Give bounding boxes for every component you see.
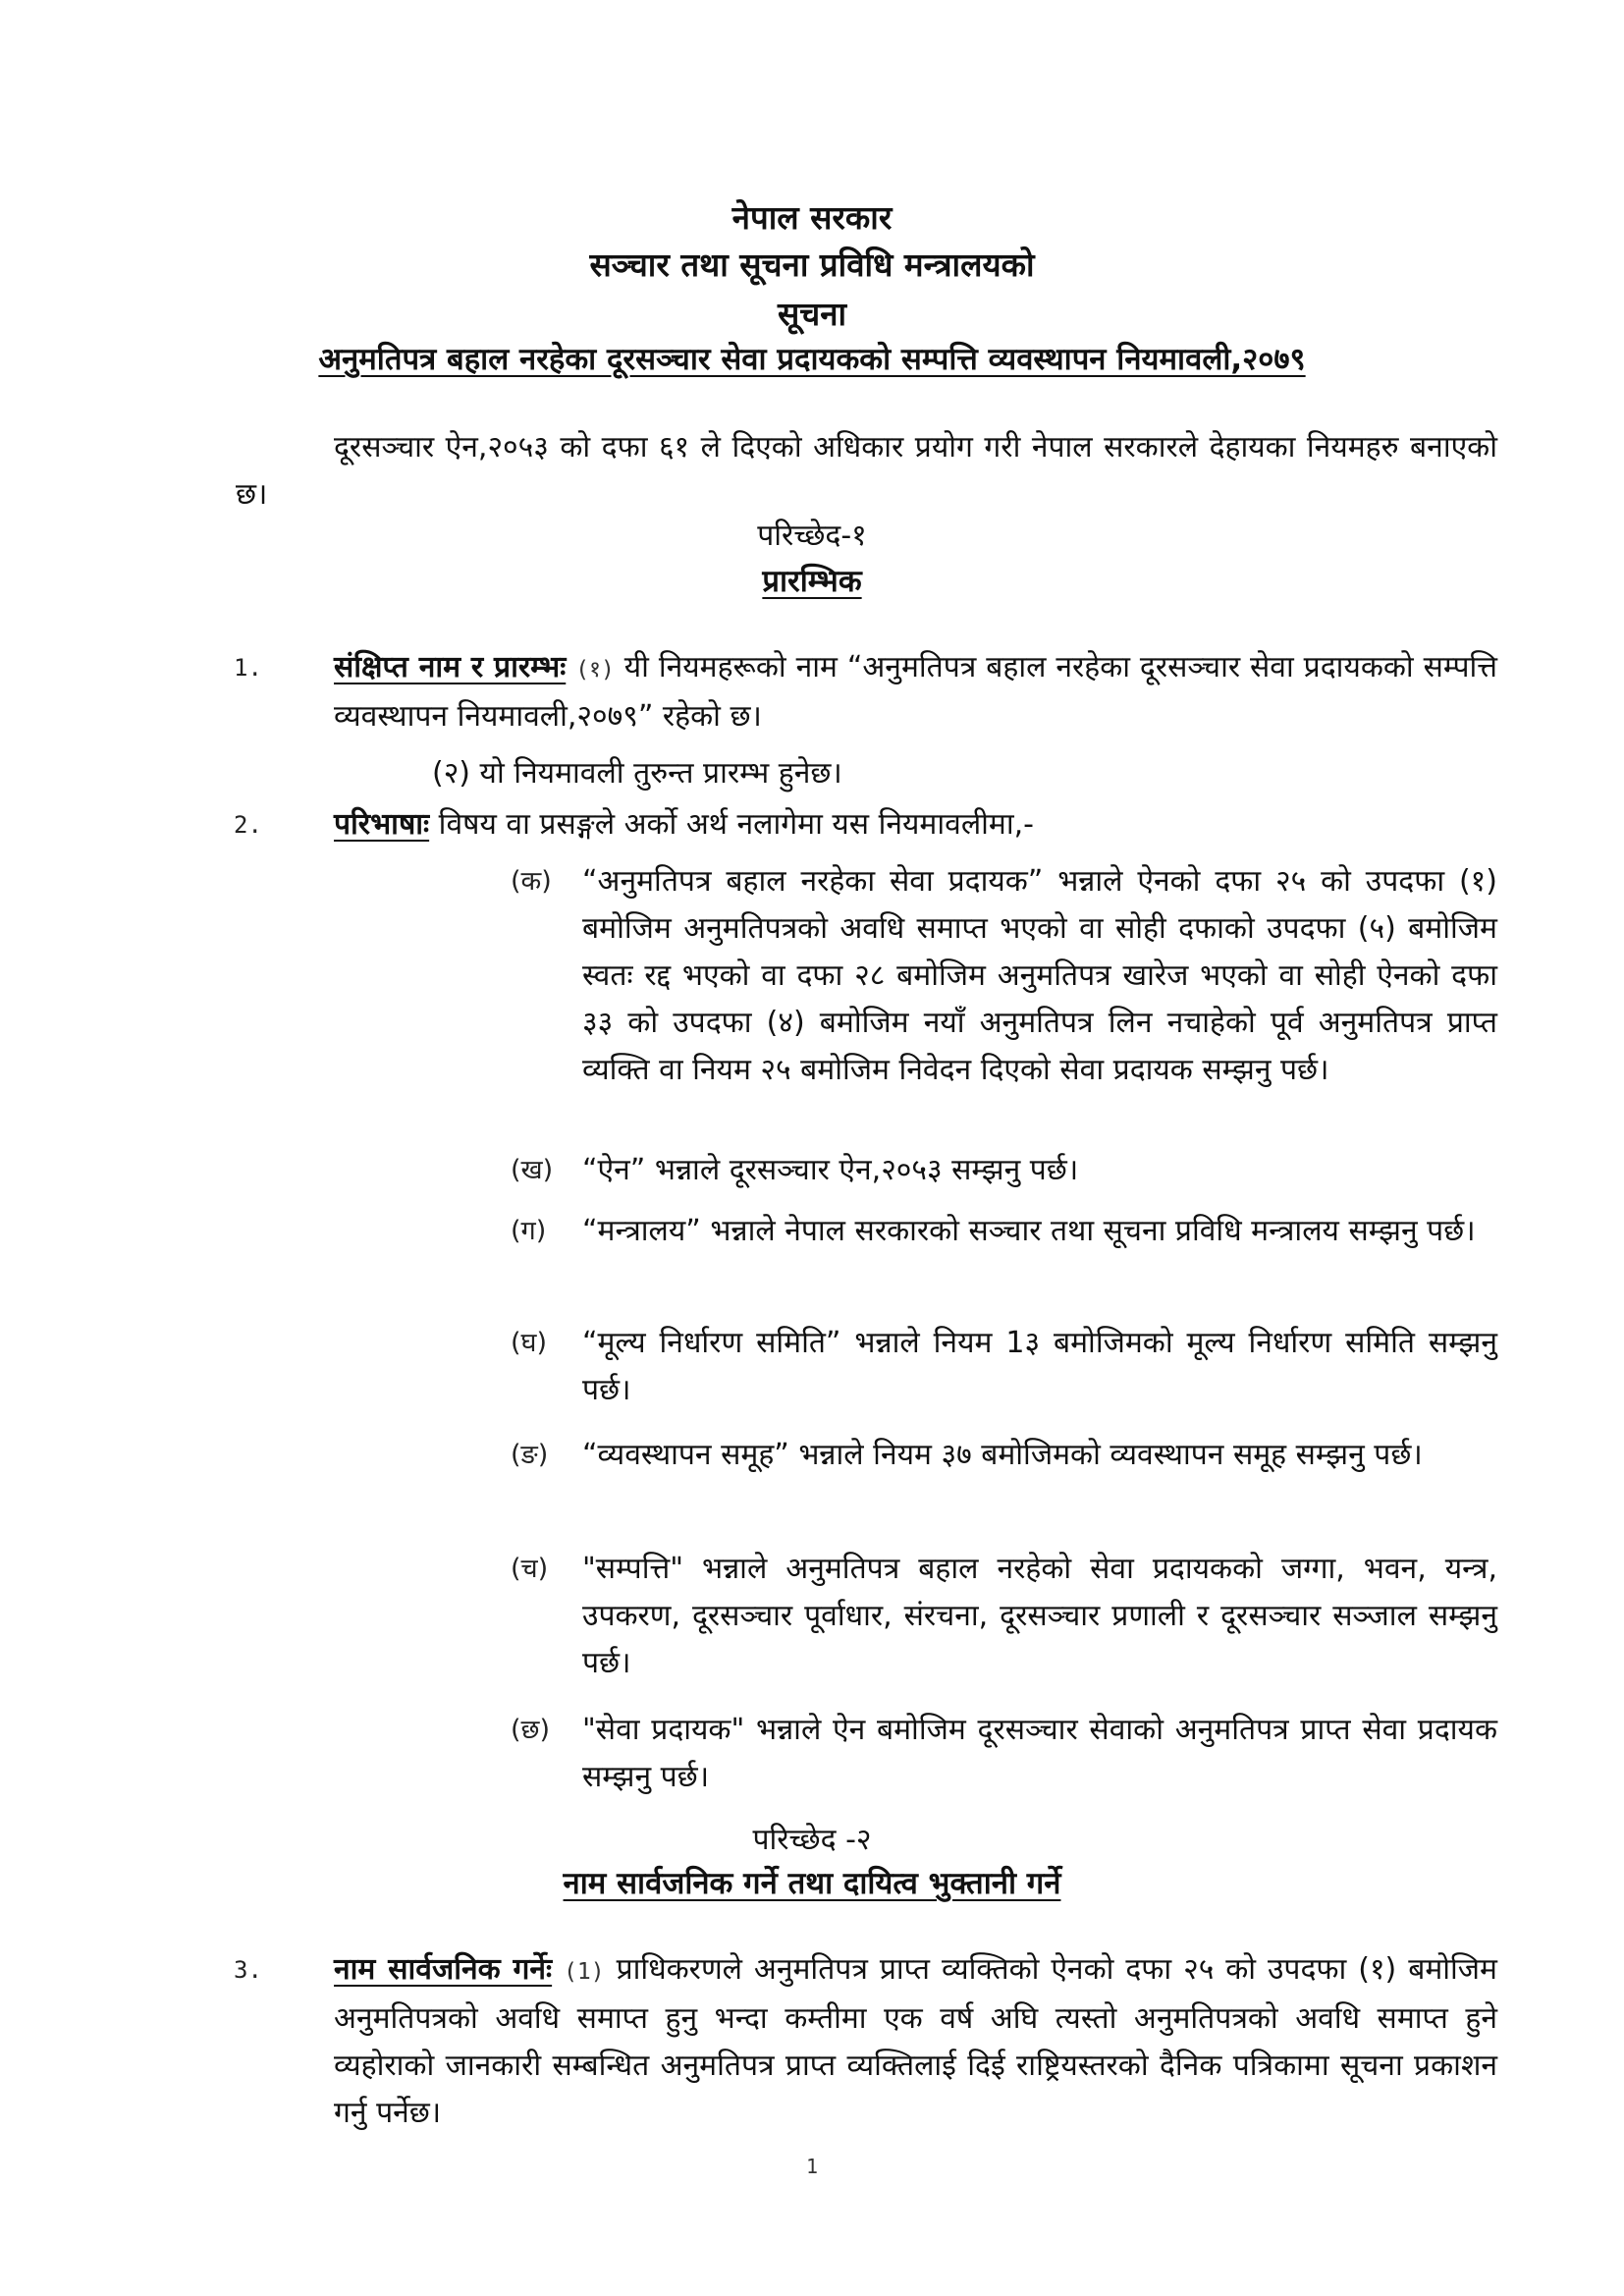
clause-text: “व्यवस्थापन समूह” भन्नाले नियम ३७ बमोजिमको व्यवस्थापन समूह सम्झनु पर्छ। bbox=[582, 1438, 1423, 1472]
clause-mark: (ग) bbox=[511, 1216, 547, 1246]
clause-text: “मूल्य निर्धारण समिति” भन्नाले नियम 1३ बमोजिमको मूल्य निर्धारण समिति सम्झनु पर्छ। bbox=[582, 1326, 1497, 1407]
page-number: 1 bbox=[805, 2155, 819, 2178]
clause-mark: (क) bbox=[511, 866, 552, 897]
clause-mark: (ङ) bbox=[511, 1440, 549, 1470]
document-title: अनुमतिपत्र बहाल नरहेका दूरसञ्चार सेवा प्रदायकको सम्पत्ति व्यवस्थापन नियमावली,२०७९ bbox=[318, 342, 1306, 377]
definition-clause-kha bbox=[511, 1147, 1497, 1194]
section-3-sub-1-mark: (1) bbox=[564, 1959, 605, 1985]
clause-text: "सम्पत्ति" भन्नाले अनुमतिपत्र बहाल नरहेको सेवा प्रदायकको जग्गा, भवन, यन्त्र, उपकरण, दूरसञ्चार पूर्वाधार, संरचना, दूरसञ्चार प्रणाली र दूरसञ्चार सञ्जाल सम्झनु पर्छ। bbox=[582, 1552, 1497, 1680]
notice-heading: सूचना bbox=[777, 295, 847, 333]
definition-clause-nga bbox=[511, 1432, 1497, 1479]
section-1 bbox=[334, 644, 1497, 740]
section-1-sub-1-mark: (१) bbox=[575, 657, 615, 683]
clause-mark: (च) bbox=[511, 1554, 549, 1584]
section-3-title: नाम सार्वजनिक गर्नेः bbox=[334, 1952, 553, 1987]
chapter-1-title-row bbox=[0, 562, 1624, 601]
chapter-1-label: परिच्छेद-१ bbox=[757, 519, 867, 553]
section-1-sub-1-text: यी नियमहरूको नाम “अनुमतिपत्र बहाल नरहेका दूरसञ्चार सेवा प्रदायकको सम्पत्ति व्यवस्थापन नियमावली,२०७९” रहेको छ। bbox=[334, 650, 1497, 734]
clause-text: “अनुमतिपत्र बहाल नरहेका सेवा प्रदायक” भन्नाले ऐनको दफा २५ को उपदफा (१) बमोजिम अनुमतिपत्रको अवधि समाप्त भएको वा सोही दफाको उपदफा (५) बमोजिम स्वतः रद्द भएको वा दफा २८ बमोजिम अनुमतिपत्र खारेज भएको वा सोही ऐनको दफा ३३ को उपदफा (४) बमोजिम नयाँ अनुमतिपत्र लिन नचाहेको पूर्व अनुमतिपत्र प्राप्त व्यक्ति वा नियम २५ बमोजिम निवेदन दिएको सेवा प्रदायक सम्झनु पर्छ। bbox=[582, 864, 1497, 1087]
section-1-sub-2: (२) यो नियमावली तुरुन्त प्रारम्भ हुनेछ। bbox=[432, 756, 842, 791]
definition-clause-ga bbox=[511, 1208, 1497, 1255]
government-heading: नेपाल सरकार bbox=[731, 198, 893, 237]
section-1-number: 1. bbox=[234, 654, 262, 682]
clause-text: “मन्त्रालय” भन्नाले नेपाल सरकारको सञ्चार तथा सूचना प्रविधि मन्त्रालय सम्झनु पर्छ। bbox=[582, 1214, 1476, 1248]
chapter-1-title: प्रारम्भिक bbox=[762, 564, 862, 599]
chapter-2-label: परिच्छेद -२ bbox=[752, 1823, 872, 1857]
clause-mark: (छ) bbox=[511, 1715, 550, 1745]
preamble-paragraph: दूरसञ्चार ऐन,२०५३ को दफा ६१ ले दिएको अधिकार प्रयोग गरी नेपाल सरकारले देहायका नियमहरु बनाएको छ। bbox=[236, 430, 1497, 512]
definition-clause-gha bbox=[511, 1320, 1497, 1414]
clause-text: "सेवा प्रदायक" भन्नाले ऐन बमोजिम दूरसञ्चार सेवाको अनुमतिपत्र प्राप्त सेवा प्रदायक सम्झनु पर्छ। bbox=[582, 1713, 1497, 1794]
clause-mark: (घ) bbox=[511, 1328, 548, 1358]
section-3-number: 3. bbox=[234, 1956, 262, 1984]
clause-text: “ऐन” भन्नाले दूरसञ्चार ऐन,२०५३ सम्झनु पर्छ। bbox=[582, 1153, 1079, 1187]
section-3-sub-1-text: प्राधिकरणले अनुमतिपत्र प्राप्त व्यक्तिको ऐनको दफा २५ को उपदफा (१) बमोजिम अनुमतिपत्रको अवधि समाप्त हुनु भन्दा कम्तीमा एक वर्ष अघि त्यस्तो अनुमतिपत्रको अवधि समाप्त हुने व्यहोराको जानकारी सम्बन्धित अनुमतिपत्र प्राप्त व्यक्तिलाई दिई राष्ट्रियस्तरको दैनिक पत्रिकामा सूचना प्रकाशन गर्नु पर्नेछ। bbox=[334, 1952, 1497, 2130]
document-title-row bbox=[0, 340, 1624, 379]
definition-clause-chha bbox=[511, 1707, 1497, 1801]
section-2-number: 2. bbox=[234, 811, 262, 839]
chapter-2-title-row bbox=[0, 1864, 1624, 1903]
clause-mark: (ख) bbox=[511, 1155, 554, 1185]
definition-clause-cha bbox=[511, 1546, 1497, 1687]
section-2 bbox=[334, 801, 1497, 848]
section-1-title: संक्षिप्त नाम र प्रारम्भः bbox=[334, 650, 567, 684]
section-3 bbox=[334, 1946, 1497, 2137]
chapter-2-title: नाम सार्वजनिक गर्ने तथा दायित्व भुक्तानी गर्ने bbox=[563, 1866, 1061, 1901]
definition-clause-ka bbox=[511, 858, 1497, 1094]
ministry-heading: सञ्चार तथा सूचना प्रविधि मन्त्रालयको bbox=[589, 246, 1035, 284]
section-2-title: परिभाषाः bbox=[334, 807, 430, 842]
section-2-intro: विषय वा प्रसङ्गले अर्को अर्थ नलागेमा यस नियमावलीमा,- bbox=[438, 807, 1034, 842]
